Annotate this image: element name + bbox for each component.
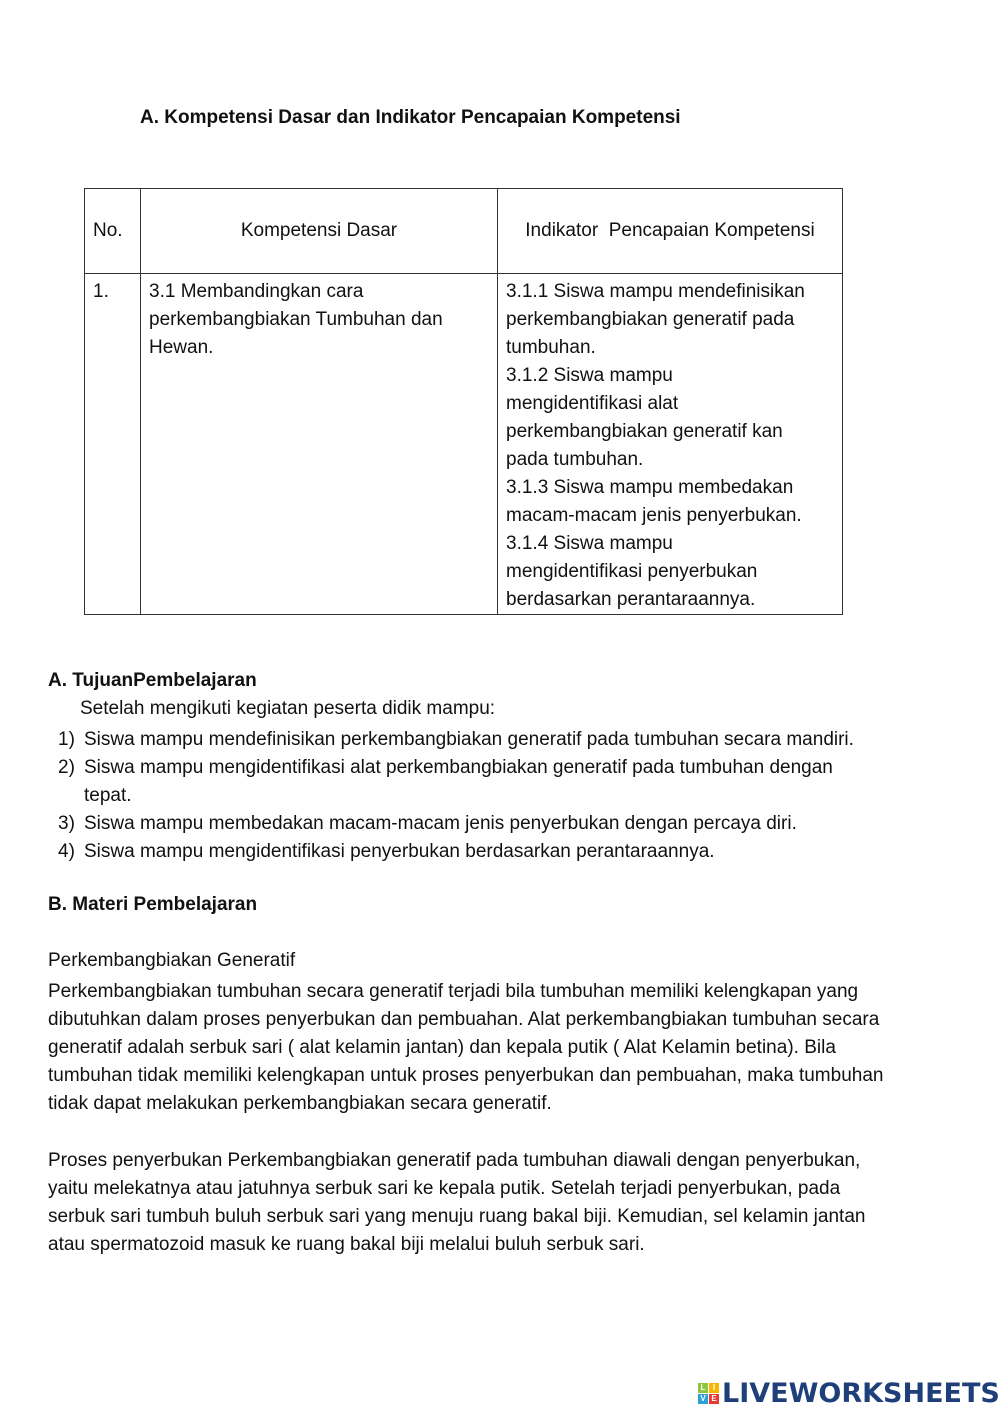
text-line: Perkembangbiakan tumbuhan secara generatif terjadi bila tumbuhan memiliki kelengkapan yang (48, 981, 859, 1002)
text-line: Hewan. (149, 337, 214, 358)
materi-paragraph-2 (48, 1147, 865, 1259)
section-title: A. Kompetensi Dasar dan Indikator Pencapaian Kompetensi (140, 107, 681, 128)
table-row (85, 274, 843, 615)
text-line: dibutuhkan dalam proses penyerbukan dan pembuahan. Alat perkembangbiakan tumbuhan secara (48, 1009, 880, 1030)
text-line: tidak dapat melakukan perkembangbiakan secara generatif. (48, 1093, 552, 1114)
text-line: perkembangbiakan generatif pada (506, 309, 795, 330)
list-number: 2) (58, 757, 75, 778)
list-item (58, 754, 854, 810)
text-line: Siswa mampu mengidentifikasi alat perkembangbiakan generatif pada tumbuhan dengan (84, 757, 833, 778)
text-line: mengidentifikasi penyerbukan (506, 561, 758, 582)
materi-paragraph-1 (48, 978, 883, 1118)
list-text (84, 726, 854, 754)
list-item (58, 726, 854, 754)
list-item (58, 810, 854, 838)
text-line: 3.1.3 Siswa mampu membedakan (506, 477, 794, 498)
text-line: tumbuhan. (506, 337, 596, 358)
list-item (58, 838, 854, 866)
cell-no: 1. (85, 274, 141, 615)
competency-table (84, 188, 843, 615)
materi-subheading: Perkembangbiakan Generatif (48, 950, 296, 971)
text-line: pada tumbuhan. (506, 449, 644, 470)
logo-letter: L (698, 1383, 708, 1393)
tujuan-intro: Setelah mengikuti kegiatan peserta didik mampu: (80, 698, 496, 719)
text-line: generatif adalah serbuk sari ( alat kelamin jantan) dan kepala putik ( Alat Kelamin betina). Bila (48, 1037, 836, 1058)
text-line: 3.1.2 Siswa mampu (506, 365, 673, 386)
text-line: macam-macam jenis penyerbukan. (506, 505, 802, 526)
text-line: 3.1 Membandingkan cara (149, 281, 364, 302)
tujuan-heading: A. TujuanPembelajaran (48, 670, 257, 691)
header-ipk: Indikator Pencapaian Kompetensi (498, 189, 843, 274)
liveworksheets-logo (698, 1378, 1000, 1409)
list-text (84, 838, 715, 866)
text-line: 3.1.4 Siswa mampu (506, 533, 673, 554)
text-line: tepat. (84, 785, 132, 806)
cell-kd (141, 274, 498, 615)
header-no: No. (85, 189, 141, 274)
text-line: perkembangbiakan Tumbuhan dan (149, 309, 443, 330)
table-header-row (85, 189, 843, 274)
header-kd: Kompetensi Dasar (141, 189, 498, 274)
text-line: atau spermatozoid masuk ke ruang bakal biji melalui buluh serbuk sari. (48, 1234, 645, 1255)
logo-letter: V (698, 1394, 708, 1404)
list-number: 3) (58, 813, 75, 834)
list-text (84, 754, 833, 810)
cell-ipk (498, 274, 843, 615)
list-number: 1) (58, 729, 75, 750)
text-line: Proses penyerbukan Perkembangbiakan generatif pada tumbuhan diawali dengan penyerbukan, (48, 1150, 861, 1171)
text-line: tumbuhan tidak memiliki kelengkapan untuk proses penyerbukan dan pembuahan, maka tumbuhan (48, 1065, 884, 1086)
text-line: Siswa mampu mengidentifikasi penyerbukan berdasarkan perantaraannya. (84, 841, 715, 862)
text-line: serbuk sari tumbuh buluh serbuk sari yang menuju ruang bakal biji. Kemudian, sel kelamin jantan (48, 1206, 866, 1227)
text-line: berdasarkan perantaraannya. (506, 589, 756, 610)
logo-letter: I (709, 1383, 719, 1393)
list-text (84, 810, 797, 838)
text-line: yaitu melekatnya atau jatuhnya serbuk sari ke kepala putik. Setelah terjadi penyerbukan, pada (48, 1178, 841, 1199)
materi-heading: B. Materi Pembelajaran (48, 894, 258, 915)
text-line: perkembangbiakan generatif kan (506, 421, 783, 442)
tujuan-list (58, 726, 854, 866)
list-number: 4) (58, 841, 75, 862)
text-line: Siswa mampu mendefinisikan perkembangbiakan generatif pada tumbuhan secara mandiri. (84, 729, 854, 750)
text-line: mengidentifikasi alat (506, 393, 679, 414)
logo-icon (698, 1383, 719, 1404)
logo-letter: E (709, 1394, 719, 1404)
text-line: 3.1.1 Siswa mampu mendefinisikan (506, 281, 805, 302)
logo-text: LIVEWORKSHEETS (722, 1378, 1000, 1409)
text-line: Siswa mampu membedakan macam-macam jenis penyerbukan dengan percaya diri. (84, 813, 797, 834)
